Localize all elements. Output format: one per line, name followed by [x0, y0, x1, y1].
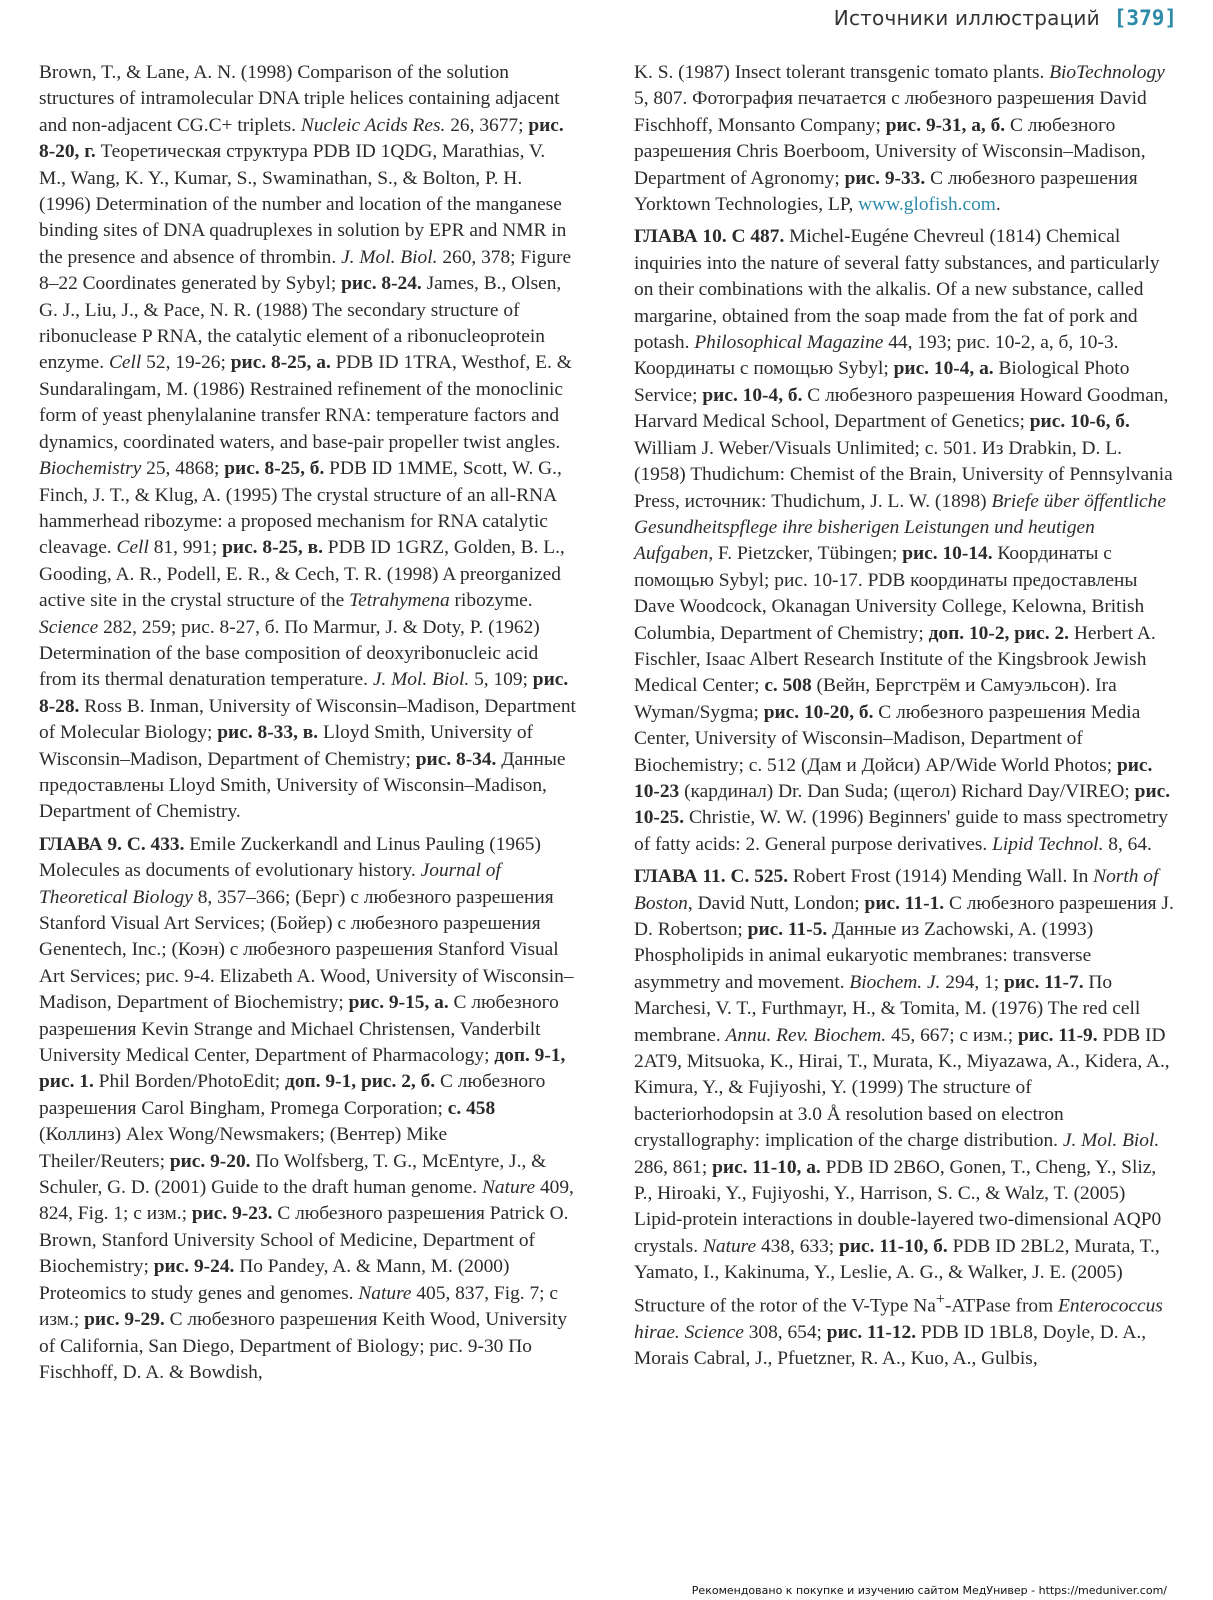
- paragraph-chapter-10: ГЛАВА 10. С 487. Michel-Eugéne Chevreul (1814) Chemical inquiries into the nature of several fatty substances, and particularly on their combinations with the alkalis. Of a new substance, called margarine, obtained from the soap made from the fat of pork and potash. Philosophical Magazine 44, 193; рис. 10-2, а, б, 10-3. Координаты с помощью Sybyl; рис. 10-4, а. Biological Photo Service; рис. 10-4, б. С любезного разрешения Howard Goodman, Harvard Medical School, Department of Genetics; рис. 10-6, б. William J. Weber/Visuals Unlimited; с. 501. Из Drabkin, D. L. (1958) Thudichum: Chemist of the Brain, University of Pennsylvania Press, источник: Thudichum, J. L. W. (1898) Briefe über öffentliche Gesundheitspflege ihre bisherigen Leistungen und heutigen Aufgaben, F. Pietzcker, Tübingen; рис. 10-14. Координаты с помощью Sybyl; рис. 10-17. PDB координаты предоставлены Dave Woodcock, Okanagan University College, Kelowna, British Columbia, Department of Chemistry; доп. 10-2, рис. 2. Herbert A. Fischler, Isaac Albert Research Institute of the Kingsbrook Jewish Medical Center; с. 508 (Вейн, Бергстрём и Самуэльсон). Ira Wyman/Sygma; рис. 10-20, б. С любезного разрешения Media Center, University of Wisconsin–Madison, Department of Biochemistry; с. 512 (Дам и Дойси) AP/Wide World Photos; рис. 10-23 (кардинал) Dr. Dan Suda; (щегол) Richard Day/VIREO; рис. 10-25. Christie, W. W. (1996) Beginners' guide to mass spectrometry of fatty acids: 2. General purpose derivatives. Lipid Technol. 8, 64.: [634, 226, 1173, 855]
- paragraph-chapter-11: ГЛАВА 11. С. 525. Robert Frost (1914) Mending Wall. In North of Boston, David Nutt, London; рис. 11-1. С любезного разрешения J. D. Robertson; рис. 11-5. Данные из Zachowski, A. (1993) Phospholipids in animal eukaryotic membranes: transverse asymmetry and movement. Biochem. J. 294, 1; рис. 11-7. По Marchesi, V. T., Furthmayr, H., & Tomita, M. (1976) The red cell membrane. Annu. Rev. Biochem. 45, 667; с изм.; рис. 11-9. PDB ID 2AT9, Mitsuoka, K., Hirai, T., Murata, K., Miyazawa, A., Kidera, A., Kimura, Y., & Fujiyoshi, Y. (1999) The structure of bacteriorhodopsin at 3.0 Å resolution based on electron crystallography: implication of the charge distribution. J. Mol. Biol. 286, 861; рис. 11-10, а. PDB ID 2B6O, Gonen, T., Cheng, Y., Sliz, P., Hiroaki, Y., Fujiyoshi, Y., Harrison, S. C., & Walz, T. (2005) Lipid-protein interactions in double-layered two-dimensional AQP0 crystals. Nature 438, 633; рис. 11-10, б. PDB ID 2BL2, Murata, T., Yamato, I., Kakinuma, Y., Leslie, A. G., & Walker, J. E. (2005) Structure of the rotor of the V-Type Na+-ATPase from Enterococcus hirae. Science 308, 654; рис. 11-12. PDB ID 1BL8, Doyle, D. A., Morais Cabral, J., Pfuetzner, R. A., Kuo, A., Gulbis,: [634, 866, 1174, 1369]
- paragraph-ch8-cont: Brown, T., & Lane, A. N. (1998) Comparison of the solution structures of intramolecular DNA triple helices containing adjacent and non-adjacent CG.C+ triplets. Nucleic Acids Res. 26, 3677; рис. 8-20, г. Теоретическая структура PDB ID 1QDG, Marathias, V. M., Wang, K. Y., Kumar, S., Swaminathan, S., & Bolton, P. H. (1996) Determination of the number and location of the manganese binding sites of DNA quadruplexes in solution by EPR and NMR in the presence and absence of thrombin. J. Mol. Biol. 260, 378; Figure 8–22 Coordinates generated by Sybyl; рис. 8-24. James, B., Olsen, G. J., Liu, J., & Pace, N. R. (1988) The secondary structure of ribonuclease P RNA, the catalytic element of a ribonucleoprotein enzyme. Cell 52, 19-26; рис. 8-25, а. PDB ID 1TRA, Westhof, E. & Sundaralingam, M. (1986) Restrained refinement of the monoclinic form of yeast phenylalanine transfer RNA: temperature factors and dynamics, coordinated waters, and base-pair propeller twist angles. Biochemistry 25, 4868; рис. 8-25, б. PDB ID 1MME, Scott, W. G., Finch, J. T., & Klug, A. (1995) The crystal structure of an all-RNA hammerhead ribozyme: a proposed mechanism for RNA catalytic cleavage. Cell 81, 991; рис. 8-25, в. PDB ID 1GRZ, Golden, B. L., Gooding, A. R., Podell, E. R., & Cech, T. R. (1998) A preorganized active site in the crystal structure of the Tetrahymena ribozyme. Science 282, 259; рис. 8-27, б. По Marmur, J. & Doty, P. (1962) Determination of the base composition of deoxyribonucleic acid from its thermal denaturation temperature. J. Mol. Biol. 5, 109; рис. 8-28. Ross B. Inman, University of Wisconsin–Madison, Department of Molecular Biology; рис. 8-33, в. Lloyd Smith, University of Wisconsin–Madison, Department of Chemistry; рис. 8-34. Данные предоставлены Lloyd Smith, University of Wisconsin–Madison, Department of Chemistry.: [39, 62, 576, 823]
- glofish-link[interactable]: www.glofish.com: [858, 194, 996, 216]
- left-column: [39, 60, 577, 1392]
- page-number: [379]: [1113, 6, 1177, 30]
- right-column: [634, 60, 1174, 1378]
- footer-watermark: Рекомендовано к покупке и изучению сайтом МедУнивер - https://meduniver.com/: [691, 1584, 1167, 1597]
- paragraph-chapter-9: ГЛАВА 9. С. 433. Emile Zuckerkandl and Linus Pauling (1965) Molecules as documents of evolutionary history. Journal of Theoretical Biology 8, 357–366; (Берг) с любезного разрешения Stanford Visual Art Services; (Бойер) с любезного разрешения Genentech, Inc.; (Коэн) с любезного разрешения Stanford Visual Art Services; рис. 9-4. Elizabeth A. Wood, University of Wisconsin–Madison, Department of Biochemistry; рис. 9-15, а. С любезного разрешения Kevin Strange and Michael Christensen, Vanderbilt University Medical Center, Department of Pharmacology; доп. 9-1, рис. 1. Phil Borden/PhotoEdit; доп. 9-1, рис. 2, б. С любезного разрешения Carol Bingham, Promega Corporation; с. 458 (Коллинз) Alex Wong/Newsmakers; (Вентер) Mike Theiler/Reuters; рис. 9-20. По Wolfsberg, T. G., McEntyre, J., & Schuler, G. D. (2001) Guide to the draft human genome. Nature 409, 824, Fig. 1; с изм.; рис. 9-23. С любезного разрешения Patrick O. Brown, Stanford University School of Medicine, Department of Biochemistry; рис. 9-24. По Pandey, A. & Mann, M. (2000) Proteomics to study genes and genomes. Nature 405, 837, Fig. 7; с изм.; рис. 9-29. С любезного разрешения Keith Wood, University of California, San Diego, Department of Biology; рис. 9-30 По Fischhoff, D. A. & Bowdish,: [39, 833, 574, 1383]
- paragraph-ch9-cont: K. S. (1987) Insect tolerant transgenic tomato plants. BioTechnology 5, 807. Фотография печатается с любезного разрешения David Fischhoff, Monsanto Company; рис. 9-31, а, б. С любезного разрешения Chris Boerboom, University of Wisconsin–Madison, Department of Agronomy; рис. 9-33. С любезного разрешения Yorktown Technologies, LP, www.glofish.com.: [634, 62, 1165, 216]
- running-header: [834, 6, 1177, 30]
- running-header-title: Источники иллюстраций: [833, 6, 1100, 30]
